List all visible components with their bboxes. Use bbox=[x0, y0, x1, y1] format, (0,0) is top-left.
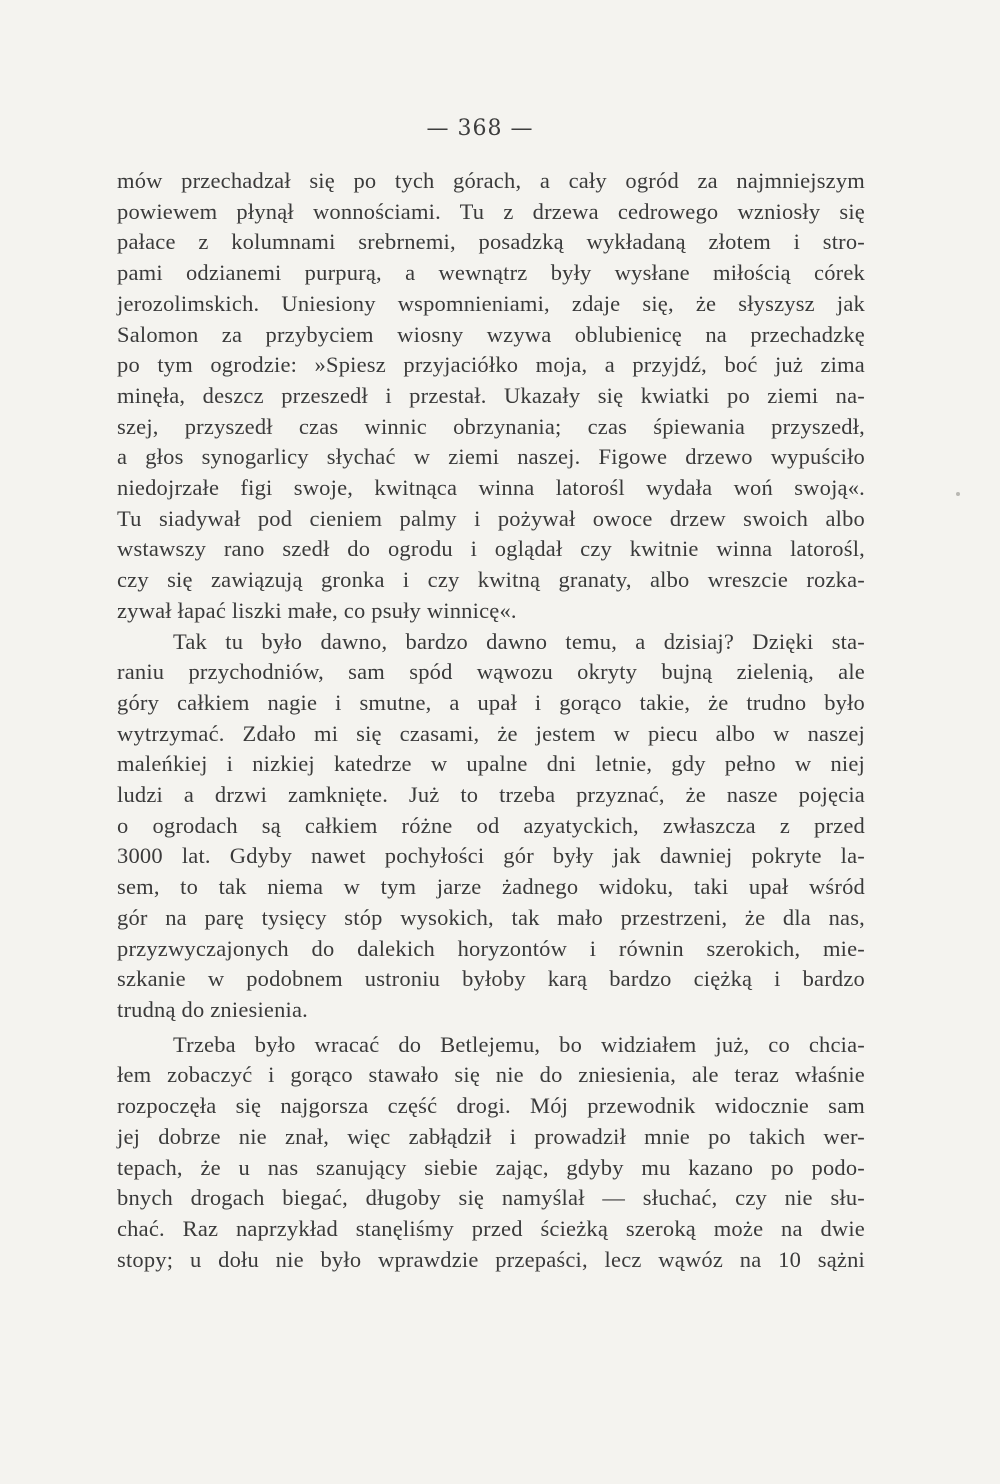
body-text bbox=[117, 166, 865, 1275]
text-line: Trzeba było wracać do Betlejemu, bo widziałem już, co chcia- bbox=[173, 1031, 865, 1057]
text-line: szej, przyszedł czas winnic obrzynania; czas śpiewania przyszedł, bbox=[117, 413, 865, 439]
paragraph bbox=[117, 627, 865, 1026]
paper-speck bbox=[956, 492, 960, 496]
text-line: pami odzianemi purpurą, a wewnątrz były wysłane miłością córek bbox=[117, 260, 865, 286]
text-line: gór na parę tysięcy stóp wysokich, tak mało przestrzeni, że dla nas, bbox=[117, 904, 865, 930]
text-line: mów przechadzał się po tych górach, a cały ogród za najmniejszym bbox=[117, 168, 865, 193]
text-line: minęła, deszcz przeszedł i przestał. Ukazały się kwiatki po ziemi na- bbox=[117, 382, 865, 408]
text-line: po tym ogrodzie: »Spiesz przyjaciółko moja, a przyjdź, boć już zima bbox=[117, 352, 865, 378]
text-line: 3000 lat. Gdyby nawet pochyłości gór były jak dawniej pokryte la- bbox=[117, 843, 865, 869]
text-line: bnych drogach biegać, długoby się namyślał — słuchać, czy nie słu- bbox=[117, 1185, 865, 1211]
text-line: góry całkiem nagie i smutne, a upał i gorąco takie, że trudno było bbox=[117, 689, 865, 715]
text-line: a głos synogarlicy słychać w ziemi naszej. Figowe drzewo wypuściło bbox=[117, 444, 865, 470]
text-line: łem zobaczyć i gorąco stawało się nie do zniesienia, ale teraz właśnie bbox=[117, 1062, 865, 1088]
page-number: — 368 — bbox=[426, 116, 534, 141]
text-line: stopy; u dołu nie było wprawdzie przepaści, lecz wąwóz na 10 sążni bbox=[117, 1246, 865, 1272]
text-line: wstawszy rano szedł do ogrodu i oglądał czy kwitnie winna latorośl, bbox=[117, 536, 865, 562]
text-line: maleńkiej i nizkiej katedrze w upalne dni letnie, gdy pełno w niej bbox=[117, 751, 865, 777]
text-line: przyzwyczajonych do dalekich horyzontów i równin szerokich, mie- bbox=[117, 935, 865, 961]
text-line: tepach, że u nas szanujący siebie zając, gdyby mu kazano po podo- bbox=[117, 1154, 865, 1180]
text-line: pałace z kolumnami srebrnemi, posadzką wykładaną złotem i stro- bbox=[117, 229, 865, 255]
text-line: niedojrzałe figi swoje, kwitnąca winna latorośl wydała woń swoją«. bbox=[117, 475, 865, 501]
text-line: szkanie w podobnem ustroniu byłoby karą bardzo ciężką i bardzo bbox=[117, 966, 865, 992]
text-line: o ogrodach są całkiem różne od azyatyckich, zwłaszcza z przed bbox=[117, 812, 865, 838]
text-line: trudną do zniesienia. bbox=[117, 996, 309, 1022]
text-line: Tak tu było dawno, bardzo dawno temu, a dzisiaj? Dzięki sta- bbox=[173, 628, 865, 654]
text-line: Salomon za przybyciem wiosny wzywa oblubienicę na przechadzkę bbox=[117, 321, 865, 347]
text-line: wytrzymać. Zdało mi się czasami, że jestem w piecu albo w naszej bbox=[117, 720, 865, 746]
paragraph bbox=[117, 1030, 865, 1276]
text-line: sem, to tak niema w tym jarze żadnego widoku, taki upał wśród bbox=[117, 874, 865, 900]
text-line: raniu przychodniów, sam spód wąwozu okryty bujną zielenią, ale bbox=[117, 659, 865, 685]
text-line: czy się zawiązują gronka i czy kwitną granaty, albo wreszcie rozka- bbox=[117, 567, 865, 593]
text-line: rozpoczęła się najgorsza część drogi. Mój przewodnik widocznie sam bbox=[117, 1093, 865, 1119]
paragraph bbox=[117, 166, 865, 627]
text-line: ludzi a drzwi zamknięte. Już to trzeba przyznać, że nasze pojęcia bbox=[117, 782, 865, 808]
text-line: jej dobrze nie znał, więc zabłądził i prowadził mnie po takich wer- bbox=[117, 1123, 865, 1149]
text-line: Tu siadywał pod cieniem palmy i pożywał owoce drzew swoich albo bbox=[117, 505, 865, 531]
text-line: chać. Raz naprzykład stanęliśmy przed ścieżką szeroką może na dwie bbox=[117, 1215, 865, 1241]
text-line: jerozolimskich. Uniesiony wspomnieniami, zdaje się, że słyszysz jak bbox=[117, 290, 865, 316]
text-line: powiewem płynął wonnościami. Tu z drzewa cedrowego wzniosły się bbox=[117, 198, 865, 224]
text-line: zywał łapać liszki małe, co psuły winnicę«. bbox=[117, 597, 517, 623]
